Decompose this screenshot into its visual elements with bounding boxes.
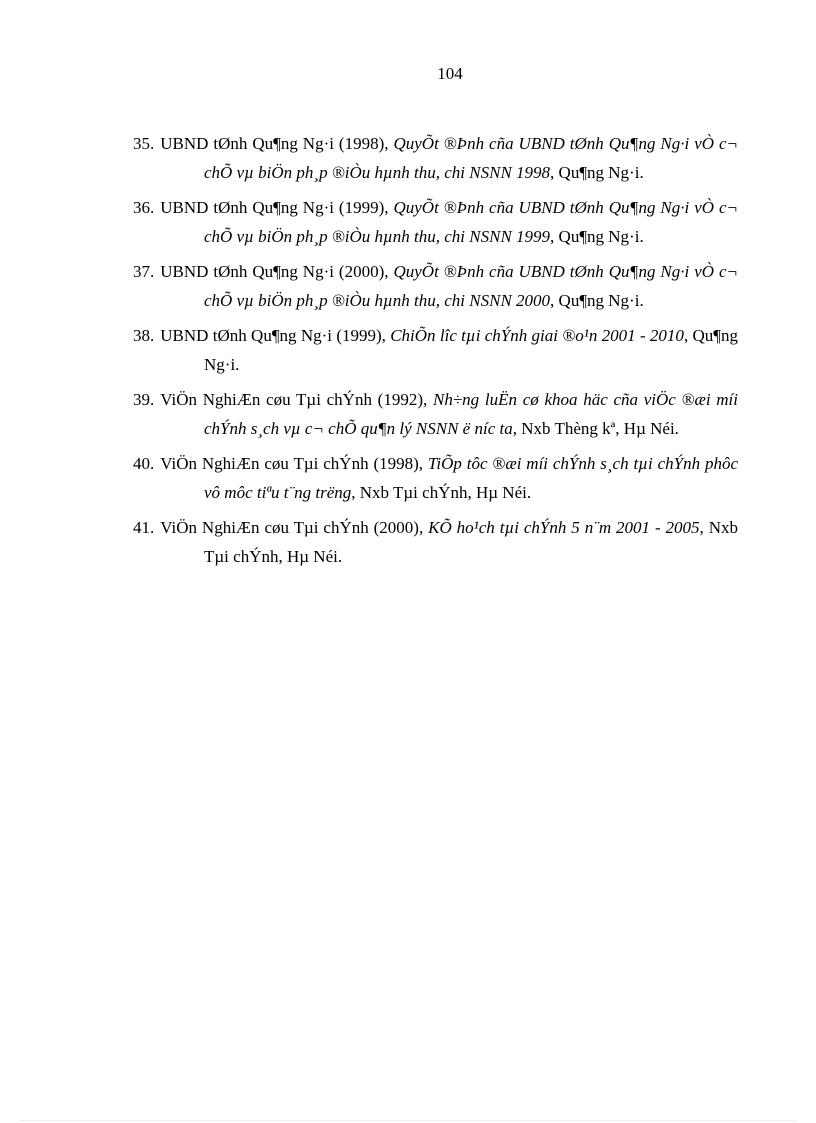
reference-author: UBND tØnh Qu¶ng Ng·i (1999), [160,198,394,217]
reference-item [133,194,738,251]
reference-title: QuyÕt ®Þnh cña UBND tØnh Qu¶ng Ng·i vÒ c¬ chÕ vµ biÖn ph¸p ®iÒu hµnh thu, chi NSNN 1999 [204,198,738,246]
reference-item [133,386,738,443]
page-number: 104 [437,64,463,83]
reference-author: UBND tØnh Qu¶ng Ng·i (1998), [160,134,394,153]
page-bottom-divider [20,1120,796,1121]
reference-author: ViÖn NghiÆn cøu Tµi chÝnh (1992), [160,390,433,409]
reference-author: ViÖn NghiÆn cøu Tµi chÝnh (1998), [160,454,428,473]
reference-title: QuyÕt ®Þnh cña UBND tØnh Qu¶ng Ng·i vÒ c¬ chÕ vµ biÖn ph¸p ®iÒu hµnh thu, chi NSNN 1998 [204,134,738,182]
reference-publisher: , Qu¶ng Ng·i. [550,226,644,246]
reference-number: 35. [133,134,155,153]
reference-item [133,450,738,507]
reference-item [133,130,738,187]
reference-title: KÕ ho¹ch tµi chÝnh 5 n¨m 2001 - 2005 [428,518,700,537]
reference-publisher: , Nxb Thèng kª, Hµ Néi. [512,418,679,438]
reference-number: 41. [133,518,155,537]
reference-publisher: , Qu¶ng Ng·i. [550,290,644,310]
reference-title: ChiÕn lîc tµi chÝnh giai ®o¹n 2001 - 2010 [390,326,684,345]
reference-author: UBND tØnh Qu¶ng Ng·i (2000), [160,262,394,281]
reference-author: UBND tØnh Qu¶ng Ng·i (1999), [160,326,391,345]
reference-publisher: , Qu¶ng Ng·i. [550,162,644,182]
reference-list [133,130,738,578]
reference-publisher: , Qu¶ng Ng·i. [204,326,738,374]
reference-number: 38. [133,326,155,345]
reference-item [133,514,738,571]
reference-title: Nh÷ng luËn cø khoa häc cña viÖc ®æi míi chÝnh s¸ch vµ c¬ chÕ qu¶n lý NSNN ë níc ta [204,390,738,438]
reference-number: 39. [133,390,155,409]
reference-item [133,258,738,315]
reference-item [133,322,738,379]
reference-author: ViÖn NghiÆn cøu Tµi chÝnh (2000), [160,518,429,537]
reference-number: 37. [133,262,155,281]
reference-number: 40. [133,454,155,473]
reference-title: QuyÕt ®Þnh cña UBND tØnh Qu¶ng Ng·i vÒ c¬ chÕ vµ biÖn ph¸p ®iÒu hµnh thu, chi NSNN 2000 [204,262,738,310]
reference-publisher: , Nxb Tµi chÝnh, Hµ Néi. [351,482,532,502]
reference-title: TiÕp tôc ®æi míi chÝnh s¸ch tµi chÝnh phôc vô môc tiªu t¨ng trëng [204,454,738,502]
reference-number: 36. [133,198,155,217]
reference-publisher: , Nxb Tµi chÝnh, Hµ Néi. [204,518,738,566]
